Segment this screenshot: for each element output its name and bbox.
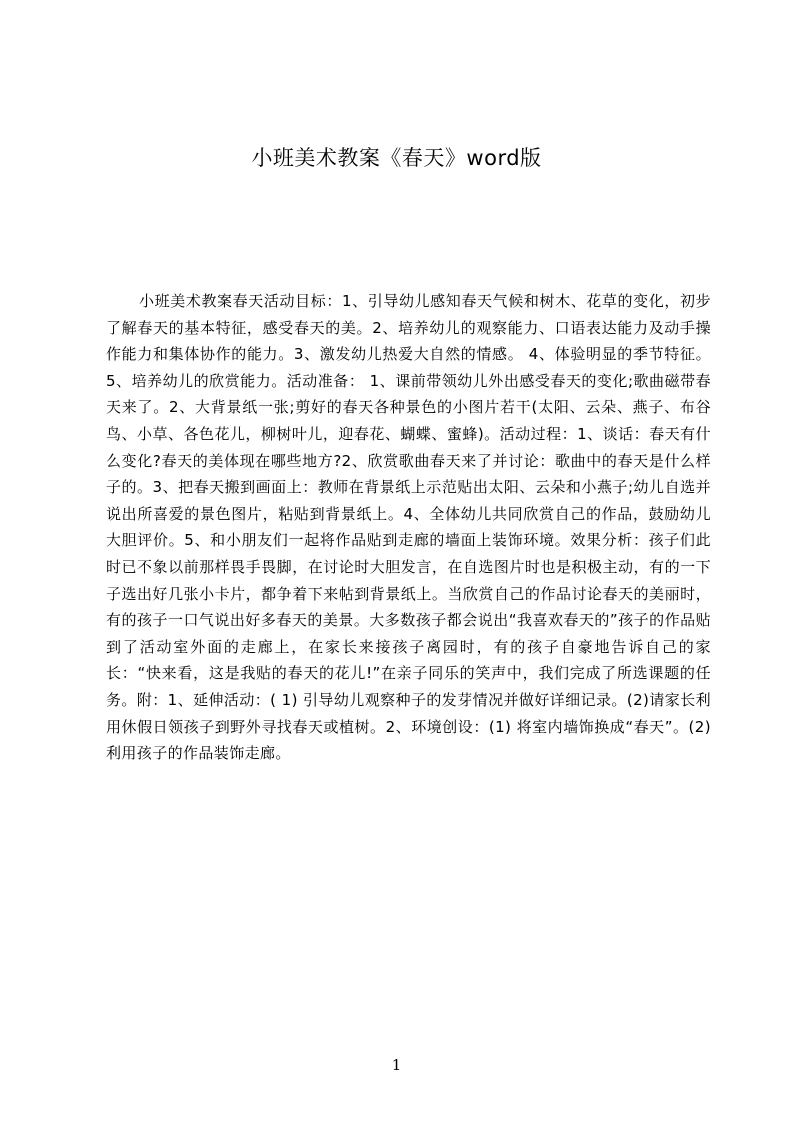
- page-number: 1: [391, 1056, 402, 1074]
- document-body-paragraph: 小班美术教案春天活动目标：1、引导幼儿感知春天气候和树木、花草的变化，初步了解春天的基本特征，感受春天的美。2、培养幼儿的观察能力、口语表达能力及动手操作能力和集体协作的能力。3、激发幼儿热爱大自然的情感。 4、体验明显的季节特征。5、培养幼儿的欣赏能力。活动准备： 1、课前带领幼儿外出感受春天的变化;歌曲磁带春天来了。2、大背景纸一张;剪好的春天各种景色的小图片若干(太阳、云朵、燕子、布谷鸟、小草、各色花儿，柳树叶儿，迎春花、蝴蝶、蜜蜂)。活动过程：1、谈话：春天有什么变化?春天的美体现在哪些地方?2、欣赏歌曲春天来了并讨论：歌曲中的春天是什么样子的。3、把春天搬到画面上：教师在背景纸上示范贴出太阳、云朵和小燕子;幼儿自选并说出所喜爱的景色图片，粘贴到背景纸上。4、全体幼儿共同欣赏自己的作品，鼓励幼儿大胆评价。5、和小朋友们一起将作品贴到走廊的墙面上装饰环境。效果分析：孩子们此时已不象以前那样畏手畏脚，在讨论时大胆发言，在自选图片时也是积极主动，有的一下子选出好几张小卡片，都争着下来帖到背景纸上。当欣赏自己的作品讨论春天的美丽时，有的孩子一口气说出好多春天的美景。大多数孩子都会说出“我喜欢春天的”孩子的作品贴到了活动室外面的走廊上，在家长来接孩子离园时，有的孩子自豪地告诉自己的家长：“快来看，这是我贴的春天的花儿!”在亲子同乐的笑声中，我们完成了所选课题的任务。附：1、延伸活动：( 1) 引导幼儿观察种子的发芽情况并做好详细记录。(2)请家长利用休假日领孩子到野外寻找春天或植树。2、环境创设：(1) 将室内墙饰换成“春天”。(2)利用孩子的作品装饰走廊。: [106, 292, 711, 763]
- document-title: 小班美术教案《春天》word版: [251, 146, 542, 170]
